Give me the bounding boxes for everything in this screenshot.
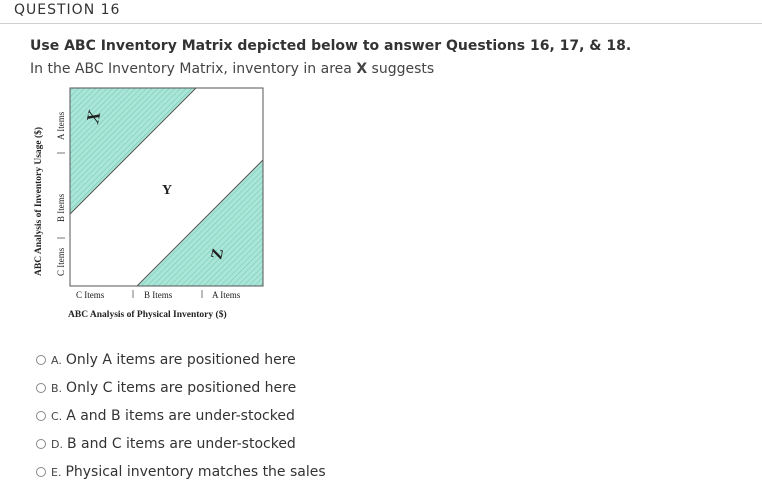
- x-tick-b-items: B Items: [144, 290, 173, 300]
- y-tick-c-items: C Items: [56, 247, 66, 276]
- option-e[interactable]: [36, 458, 326, 486]
- x-axis-title: ABC Analysis of Physical Inventory ($): [68, 310, 227, 320]
- option-d[interactable]: [36, 430, 326, 458]
- option-b-text: Only C items are positioned here: [66, 380, 297, 396]
- option-b[interactable]: [36, 374, 326, 402]
- option-d-text: B and C items are under-stocked: [66, 436, 296, 452]
- region-x-area: [70, 88, 196, 214]
- region-label-z: Z: [208, 246, 228, 261]
- prompt-before: In the ABC Inventory Matrix, inventory in area: [30, 61, 357, 77]
- abc-inventory-matrix-figure: [30, 80, 290, 325]
- option-d-radio[interactable]: [36, 439, 46, 449]
- y-axis-title: ABC Analysis of Inventory Usage ($): [34, 126, 44, 276]
- header-divider: [0, 23, 762, 24]
- x-tick-c-items: C Items: [76, 290, 105, 300]
- question-instruction: Use ABC Inventory Matrix depicted below to answer Questions 16, 17, & 18.: [30, 38, 632, 54]
- option-e-letter: E.: [51, 465, 62, 479]
- option-b-radio[interactable]: [36, 383, 46, 393]
- option-c[interactable]: [36, 402, 326, 430]
- region-label-y: Y: [162, 183, 173, 198]
- option-e-radio[interactable]: [36, 467, 46, 477]
- option-d-letter: D.: [51, 437, 63, 451]
- option-a-letter: A.: [51, 353, 62, 367]
- y-tick-b-items: B Items: [56, 193, 66, 222]
- abc-matrix-svg: [30, 80, 290, 325]
- answer-options: [36, 346, 326, 486]
- option-a-text: Only A items are positioned here: [65, 352, 296, 368]
- option-c-letter: C.: [51, 409, 63, 423]
- region-z-area: [137, 160, 263, 286]
- option-a[interactable]: [36, 346, 326, 374]
- region-label-x: X: [82, 108, 105, 125]
- prompt-area-label: X: [356, 61, 368, 77]
- question-number: QUESTION 16: [14, 2, 121, 18]
- x-tick-a-items: A Items: [212, 290, 241, 300]
- option-c-text: A and B items are under-stocked: [66, 408, 295, 424]
- y-tick-a-items: A Items: [56, 111, 66, 140]
- prompt-after: suggests: [367, 61, 435, 77]
- option-e-text: Physical inventory matches the sales: [65, 464, 326, 480]
- option-a-radio[interactable]: [36, 355, 46, 365]
- question-prompt: [30, 61, 434, 77]
- option-c-radio[interactable]: [36, 411, 46, 421]
- option-b-letter: B.: [51, 381, 63, 395]
